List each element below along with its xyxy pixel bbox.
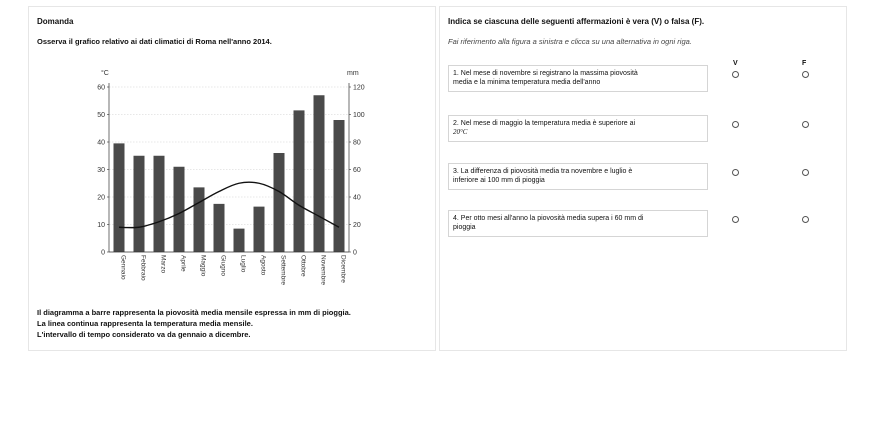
statement-4-line2: pioggia [453, 224, 476, 231]
left-tick-label: 0 [101, 249, 105, 257]
chart-bars [114, 95, 345, 252]
month-label: Aprile [179, 255, 187, 272]
statement-1 [448, 65, 708, 92]
statement-4-false-radio[interactable] [802, 216, 809, 223]
answer-panel [439, 6, 847, 351]
left-unit-label: °C [101, 70, 109, 77]
chart-caption-2: La linea continua rappresenta la temperatura media mensile. [37, 319, 253, 328]
precipitation-bar [214, 204, 225, 252]
precipitation-bar [314, 95, 325, 252]
right-tick-label: 100 [353, 112, 365, 119]
left-tick-label: 10 [97, 222, 105, 229]
precipitation-bar [134, 156, 145, 252]
column-true-label: V [733, 60, 738, 67]
statement-3-false-radio[interactable] [802, 169, 809, 176]
month-label: Marzo [159, 255, 167, 274]
statement-1-line2: media e la minima temperatura media dell'anno [453, 79, 601, 86]
left-tick-label: 30 [97, 167, 105, 174]
right-unit-label: mm [347, 70, 359, 77]
right-tick-label: 20 [353, 222, 361, 229]
month-label: Ottobre [299, 255, 307, 277]
statement-1-false-radio[interactable] [802, 71, 809, 78]
month-label: Agosto [259, 255, 267, 276]
month-label: Luglio [239, 255, 247, 273]
chart-line [119, 182, 339, 227]
right-tick-label: 80 [353, 139, 361, 147]
chart-caption-1: Il diagramma a barre rappresenta la piovosità media mensile espressa in mm di pioggia. [37, 308, 351, 317]
right-tick-label: 0 [353, 249, 357, 257]
climate-chart [89, 63, 389, 293]
month-label: Maggio [199, 255, 207, 277]
statement-4-line1: 4. Per otto mesi all'anno la piovosità media supera i 60 mm di [453, 215, 644, 222]
precipitation-bar [274, 153, 285, 252]
statement-3 [448, 163, 708, 190]
month-label: Gennaio [119, 255, 127, 280]
left-tick-label: 50 [97, 112, 105, 119]
answer-instruction: Fai riferimento alla figura a sinistra e clicca su una alternativa in ogni riga. [448, 37, 692, 46]
temperature-line [119, 182, 339, 227]
statement-4-true-radio[interactable] [732, 216, 739, 223]
statement-3-line2: inferiore ai 100 mm di pioggia [453, 177, 545, 184]
question-heading: Domanda [37, 17, 74, 26]
left-tick-label: 60 [97, 84, 105, 92]
precipitation-bar [334, 120, 345, 252]
statement-4 [448, 210, 708, 237]
precipitation-bar [294, 110, 305, 252]
statement-1-line1: 1. Nel mese di novembre si registrano la massima piovosità [453, 70, 638, 77]
statement-2-false-radio[interactable] [802, 121, 809, 128]
right-tick-label: 40 [353, 194, 361, 202]
month-label: Novembre [319, 255, 327, 285]
question-instruction: Osserva il grafico relativo ai dati climatici di Roma nell'anno 2014. [37, 37, 272, 46]
month-label: Settembre [279, 255, 287, 285]
statement-2-line2: 20°C [453, 128, 468, 136]
right-tick-label: 120 [353, 84, 365, 92]
statement-3-line1: 3. La differenza di piovosità media tra novembre e luglio è [453, 168, 633, 175]
column-false-label: F [802, 60, 807, 67]
statement-2-true-radio[interactable] [732, 121, 739, 128]
left-tick-label: 40 [97, 139, 105, 147]
left-tick-label: 20 [97, 194, 105, 202]
statement-1-true-radio[interactable] [732, 71, 739, 78]
statement-2 [448, 115, 708, 142]
precipitation-bar [234, 229, 245, 252]
question-panel [28, 6, 436, 351]
answer-heading: Indica se ciascuna delle seguenti affermazioni è vera (V) o falsa (F). [448, 17, 705, 26]
precipitation-bar [174, 167, 185, 252]
chart-caption-3: L'intervallo di tempo considerato va da gennaio a dicembre. [37, 330, 251, 339]
statement-3-true-radio[interactable] [732, 169, 739, 176]
statement-2-line1: 2. Nel mese di maggio la temperatura media è superiore ai [453, 120, 636, 127]
precipitation-bar [114, 143, 125, 252]
month-label: Dicembre [339, 255, 347, 283]
precipitation-bar [254, 207, 265, 252]
month-label: Giugno [219, 255, 227, 276]
right-tick-label: 60 [353, 167, 361, 174]
precipitation-bar [154, 156, 165, 252]
chart-grid [109, 87, 349, 252]
precipitation-bar [194, 187, 205, 252]
month-label: Febbraio [139, 255, 147, 281]
